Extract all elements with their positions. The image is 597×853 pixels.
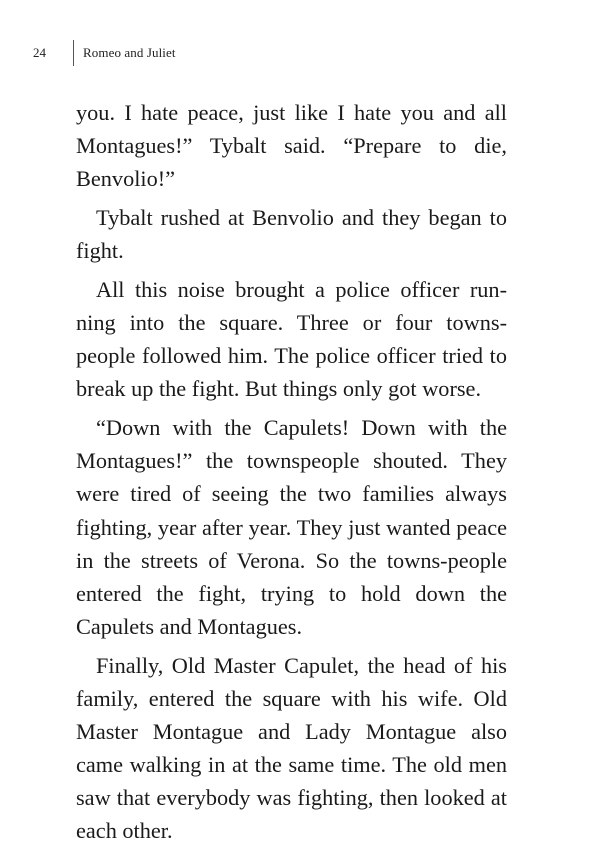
book-title: Romeo and Juliet [83,45,176,60]
paragraph: Finally, Old Master Capulet, the head of his family, entered the square with his wife. Old Master Montague and Lady Montague also came walking in at the same time. The old men saw that everybody was fighting, then looked at each other. [76,652,507,844]
page-number: 24 [33,45,46,60]
running-head [33,40,176,66]
header-divider [73,40,74,66]
paragraph: you. I hate peace, just like I hate you and all Montagues!” Tybalt said. “Prepare to die, Benvolio!” [76,100,507,192]
paragraph: Tybalt rushed at Benvolio and they began to fight. [76,205,507,264]
body-text [76,96,507,853]
paragraph: “Down with the Capulets! Down with the Montagues!” the townspeople shouted. They were tired of seeing the two families always fighting, year after year. They just wanted peace in the streets of Verona. So the towns-people entered the fight, trying to hold down the Capulets and Montagues. [76,415,507,639]
paragraph: All this noise brought a police officer run-ning into the square. Three or four towns-people followed him. The police officer tried to break up the fight. But things only got worse. [76,277,507,402]
